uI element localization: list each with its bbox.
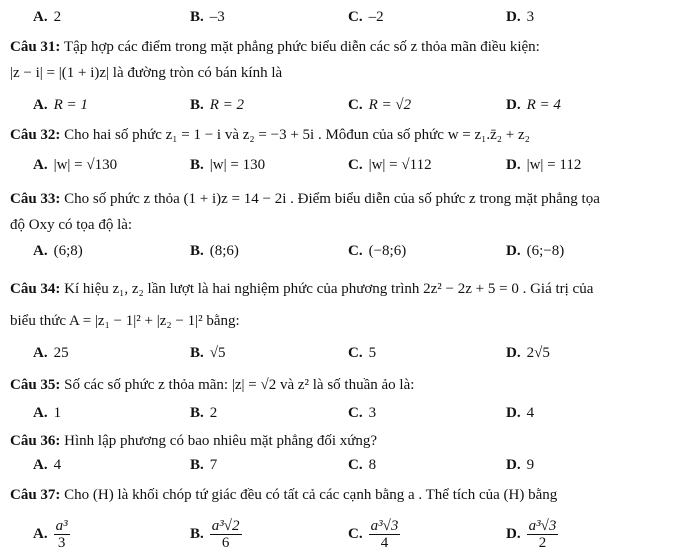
q34-label: Câu 34: [10, 281, 61, 297]
q37-fraction-b: $\frac{\text{a³√2}}{6}$ [211, 518, 240, 552]
q36-option-b[interactable]: B. 7 [190, 457, 218, 473]
q37-line [10, 482, 690, 508]
question-37 [10, 482, 690, 508]
q35-option-c[interactable]: C. 3 [348, 405, 377, 421]
q37-label: Câu 37: [10, 487, 61, 503]
q31-line-1 [10, 34, 690, 60]
q34-option-b[interactable]: B. √5 [190, 345, 226, 361]
q32-option-b[interactable]: B. |w| = 130 [190, 157, 266, 173]
q37-fraction-c: $\frac{\text{a³√3}}{4}$ [370, 518, 399, 552]
q35-label: Câu 35: [10, 377, 61, 393]
q37-fraction-a: $\frac{\text{a³}}{3}$ [55, 518, 68, 552]
q37-text: Cho (H) là khối chóp tứ giác đều có tất cả các cạnh bằng a . Thể tích của (H) bằng [64, 487, 558, 503]
q35-line [10, 372, 690, 398]
q33-text-1: Cho số phức z thỏa (1 + i)z = 14 − 2i . Điểm biểu diễn của số phức z trong mặt phẳng tọa [64, 191, 600, 207]
q32-text: Cho hai số phức z₁ = 1 − i và z₂ = −3 + 5i . Môđun của số phức w = z₁.z̄₂ + z₂ [64, 127, 530, 143]
q34-text-1: Kí hiệu z₁, z₂ lần lượt là hai nghiệm phức của phương trình 2z² − 2z + 5 = 0 . Giá trị của [64, 281, 594, 297]
question-36 [10, 428, 690, 454]
q37-option-a[interactable]: A. $\frac{\text{a³}}{3}$ [33, 518, 68, 552]
q33-text-2: độ Oxy có tọa độ là: [10, 217, 133, 233]
question-35 [10, 372, 690, 398]
q31-options [0, 92, 695, 118]
q33-option-b[interactable]: B. (8;6) [190, 243, 239, 259]
q31-option-b[interactable]: B. R = 2 [190, 97, 245, 113]
question-31 [10, 34, 690, 86]
q32-line [10, 122, 690, 148]
q37-option-d[interactable]: D. $\frac{\text{a³√3}}{2}$ [506, 518, 557, 552]
q37-option-b[interactable]: B. $\frac{\text{a³√2}}{6}$ [190, 518, 240, 552]
q33-label: Câu 33: [10, 191, 61, 207]
q36-label: Câu 36: [10, 433, 61, 449]
q34-options [0, 340, 695, 366]
q32-label: Câu 32: [10, 127, 61, 143]
q34-option-a[interactable]: A. 25 [33, 345, 69, 361]
q30-option-a[interactable]: A. 2 [33, 9, 62, 25]
question-34 [10, 276, 690, 334]
q31-label: Câu 31: [10, 39, 61, 55]
q36-line [10, 428, 690, 454]
q36-option-d[interactable]: D. 9 [506, 457, 535, 473]
q36-option-c[interactable]: C. 8 [348, 457, 377, 473]
q35-option-a[interactable]: A. 1 [33, 405, 62, 421]
q37-option-c[interactable]: C. $\frac{\text{a³√3}}{4}$ [348, 518, 399, 552]
q33-option-a[interactable]: A. (6;8) [33, 243, 83, 259]
q36-option-a[interactable]: A. 4 [33, 457, 62, 473]
q37-fraction-d: $\frac{\text{a³√3}}{2}$ [528, 518, 557, 552]
q35-option-d[interactable]: D. 4 [506, 405, 535, 421]
q33-line-1 [10, 186, 690, 212]
question-32 [10, 122, 690, 148]
q34-line-1 [10, 276, 690, 302]
q30-option-d[interactable]: D. 3 [506, 9, 535, 25]
q34-text-2: biểu thức A = |z₁ − 1|² + |z₂ − 1|² bằng: [10, 313, 240, 329]
q34-option-d[interactable]: D. 2√5 [506, 345, 550, 361]
q35-text: Số các số phức z thỏa mãn: |z| = √2 và z² là số thuần ảo là: [64, 377, 415, 393]
q31-text-2: |z − i| = |(1 + i)z| là đường tròn có bán kính là [10, 65, 283, 81]
q32-option-d[interactable]: D. |w| = 112 [506, 157, 582, 173]
q31-option-a[interactable]: A. R = 1 [33, 97, 88, 113]
q30-options [0, 4, 695, 30]
q33-option-c[interactable]: C. (−8;6) [348, 243, 407, 259]
q34-option-c[interactable]: C. 5 [348, 345, 377, 361]
q37-options [0, 516, 695, 552]
q36-text: Hình lập phương có bao nhiêu mặt phẳng đối xứng? [64, 433, 378, 449]
q33-option-d[interactable]: D. (6;−8) [506, 243, 565, 259]
q32-option-c[interactable]: C. |w| = √112 [348, 157, 432, 173]
q32-options [0, 152, 695, 178]
q31-text-1: Tập hợp các điểm trong mặt phẳng phức biểu diễn các số z thỏa mãn điều kiện: [63, 39, 540, 55]
q31-option-c[interactable]: C. R = √2 [348, 97, 412, 113]
q35-options [0, 400, 695, 426]
q30-option-b[interactable]: B. –3 [190, 9, 225, 25]
question-33 [10, 186, 690, 238]
q33-options [0, 238, 695, 264]
q35-option-b[interactable]: B. 2 [190, 405, 218, 421]
q30-option-c[interactable]: C. –2 [348, 9, 384, 25]
q31-option-d[interactable]: D. R = 4 [506, 97, 561, 113]
q36-options [0, 452, 695, 478]
q32-option-a[interactable]: A. |w| = √130 [33, 157, 118, 173]
